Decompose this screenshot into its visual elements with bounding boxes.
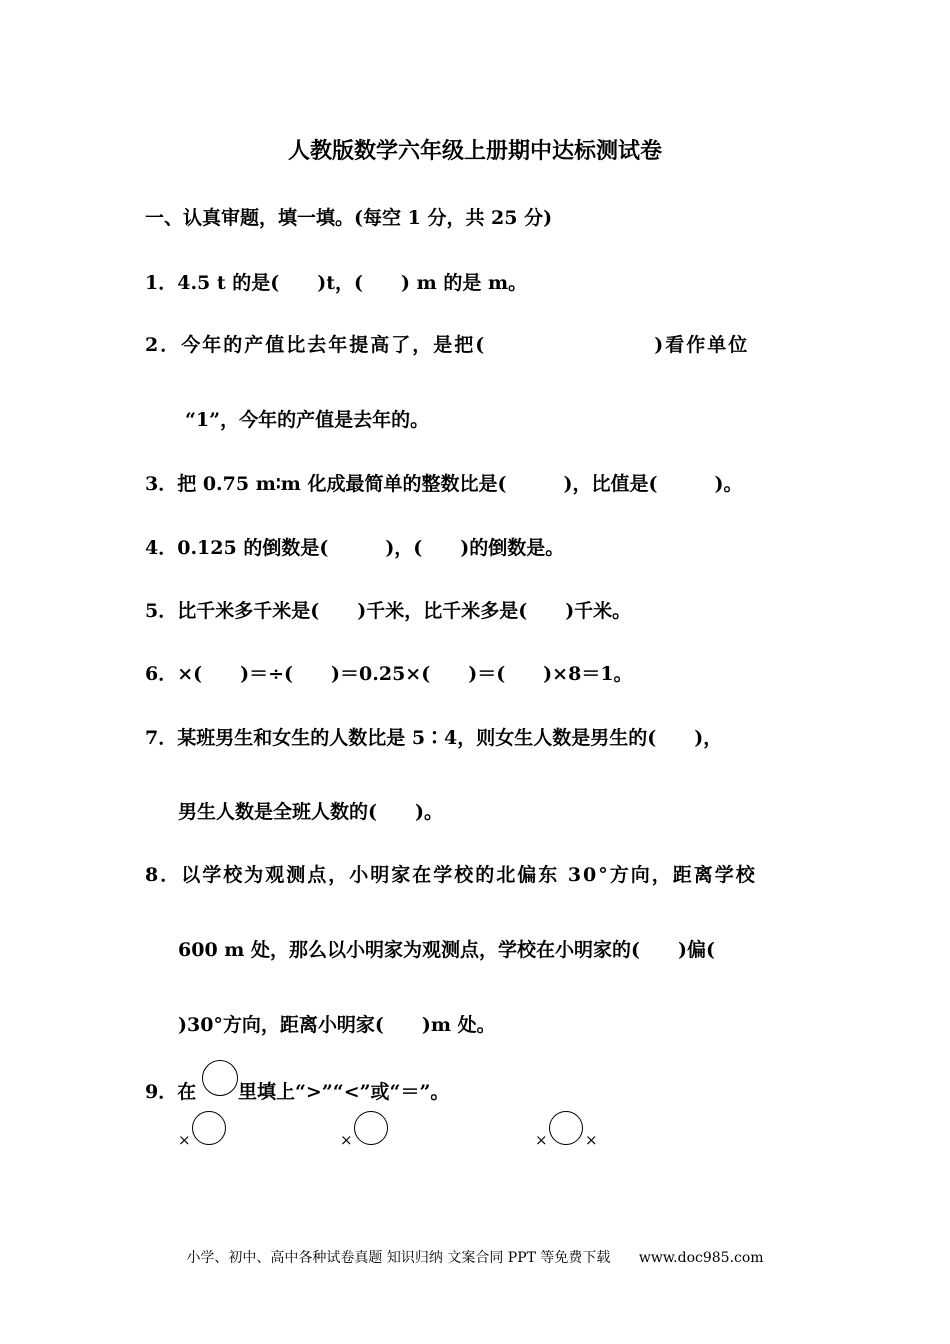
question-1: 1．4.5 t 的是( )t，( ) m 的是 m。 (145, 272, 528, 294)
page-footer (0, 1247, 950, 1267)
question-9-pre: 9．在 (145, 1081, 197, 1103)
question-7-line-2: 男生人数是全班人数的( )。 (178, 801, 443, 823)
footer-text: 小学、初中、高中各种试卷真题 知识归纳 文案合同 PPT 等免费下载 (186, 1250, 611, 1266)
answer-circle-icon (202, 1060, 238, 1096)
question-8-line-2: 600 m 处，那么以小明家为观测点，学校在小明家的( )偏( (178, 939, 715, 961)
compare-circle-1-icon (192, 1111, 226, 1145)
times-symbol-3: × (535, 1131, 548, 1149)
question-9-post: 里填上“>”“<”或“＝”。 (238, 1081, 450, 1103)
compare-circle-2-icon (354, 1111, 388, 1145)
footer-url: www.doc985.com (638, 1250, 764, 1266)
question-7-line-1: 7．某班男生和女生的人数比是 5∶4，则女生人数是男生的( )， (145, 727, 723, 749)
question-8-line-3: )30°方向，距离小明家( )m 处。 (178, 1014, 496, 1036)
section-heading: 一、认真审题，填一填。(每空 1 分，共 25 分) (145, 207, 553, 229)
question-3: 3．把 0.75 m∶m 化成最简单的整数比是( )，比值是( )。 (145, 473, 743, 495)
question-5: 5．比千米多千米是( )千米，比千米多是( )千米。 (145, 600, 632, 622)
compare-circle-3-icon (549, 1111, 583, 1145)
times-symbol-4: × (585, 1131, 598, 1149)
question-6: 6．×( )＝÷( )＝0.25×( )＝( )×8＝1。 (145, 663, 633, 685)
question-2-line-2: “1”，今年的产值是去年的。 (185, 409, 430, 431)
page-title: 人教版数学六年级上册期中达标测试卷 (287, 139, 662, 164)
times-symbol-1: × (178, 1131, 191, 1149)
question-2-line-1: 2．今年的产值比去年提高了，是把( )看作单位 (145, 334, 750, 356)
question-4: 4．0.125 的倒数是( )，( )的倒数是。 (145, 537, 565, 559)
question-8-line-1: 8．以学校为观测点，小明家在学校的北偏东 30°方向，距离学校 (145, 864, 757, 886)
times-symbol-2: × (340, 1131, 353, 1149)
